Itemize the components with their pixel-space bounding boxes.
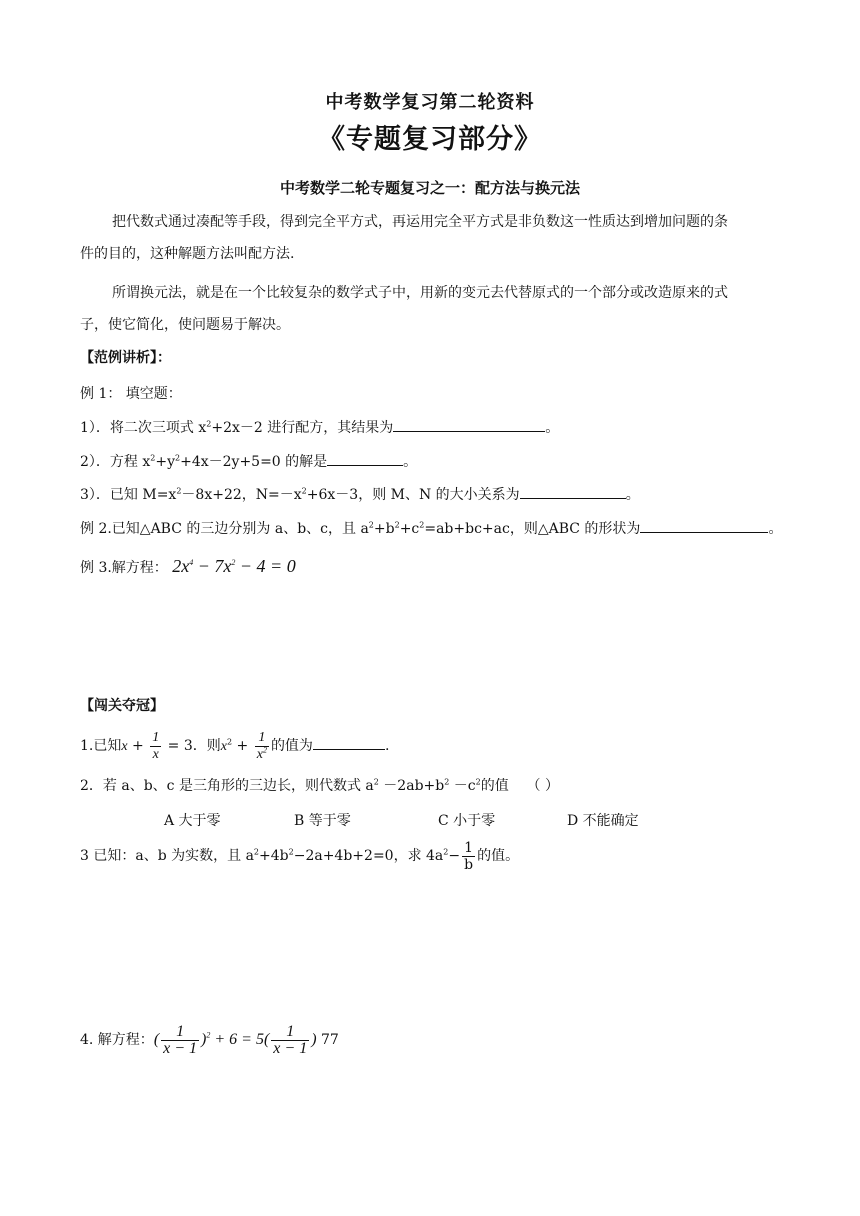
- example-1-question-1: 1）．将二次三项式 $x^2+2x-2$ 进行配方，其结果为 。: [80, 417, 559, 438]
- answer-blank[interactable]: [640, 518, 768, 533]
- answer-blank[interactable]: [393, 417, 545, 432]
- practice-question-4: 4. 解方程：( $\frac{1}{x - 1}$ )$^2$ + 6 = 5( $\frac{1}{x - 1}$ ) 77: [80, 1022, 339, 1057]
- examples-heading: 【范例讲析】：: [80, 350, 171, 366]
- intro-paragraph-1-line-2: 件的目的，这种解题方法叫配方法.: [80, 246, 295, 262]
- example-3-equation: $2x^4 - 7x^2 - 4 = 0$: [172, 556, 296, 576]
- answer-blank[interactable]: [327, 451, 403, 466]
- answer-blank[interactable]: [520, 484, 626, 499]
- option-a[interactable]: A 大于零: [164, 813, 221, 829]
- document-subtitle: 《专题复习部分》: [318, 124, 542, 155]
- example-2: 例 2.已知△ABC 的三边分别为 a、b、c，且 $a^2+b^2+c^2=ab+bc+ac$，则△ABC 的形状为 。: [80, 518, 782, 539]
- example-1-label: 例 1： 填空题：: [80, 386, 182, 402]
- practice-question-3: 3 已知：a、b 为实数，且 $a^2+4b^2-2a+4b+2=0$，求 $4a^2-$ $\frac{1}{b}$ 的值。: [80, 839, 520, 873]
- example-1-question-2: 2）．方程 $x^2+y^2+4x-2y+5=0$ 的解是 。: [80, 451, 417, 472]
- example-1-question-3: 3）．已知 $M=x^2-8x+22$，$N=-x^2+6x-3$，则 M、N 的大小关系为 。: [80, 484, 640, 505]
- option-c[interactable]: C 小于零: [438, 813, 496, 829]
- intro-paragraph-2-line-2: 子，使它简化，使问题易于解决。: [80, 317, 290, 333]
- intro-paragraph-2-line-1: 所谓换元法，就是在一个比较复杂的数学式子中，用新的变元去代替原式的一个部分或改造原来的式: [112, 285, 728, 301]
- section-title: 中考数学二轮专题复习之一：配方法与换元法: [279, 179, 580, 197]
- document-title: 中考数学复习第二轮资料: [325, 92, 535, 113]
- practice-question-2: 2．若 a、b、c 是三角形的三边长，则代数式 $a^2 -2ab+b^2 -c^2$的值 （ ）: [80, 777, 559, 794]
- intro-paragraph-1-line-1: 把代数式通过凑配等手段，得到完全平方式，再运用完全平方式是非负数这一性质达到增加问题的条: [112, 214, 728, 230]
- practice-question-1: 1.已知x + $\frac{1}{x}$ = 3．则$x^2$ + $\frac{1}{x^2}$ 的值为 .: [80, 729, 390, 762]
- example-3: 例 3.解方程： $2x^4 - 7x^2 - 4 = 0$: [80, 556, 296, 576]
- fraction: $\frac{1}{x - 1}$: [273, 1022, 308, 1057]
- fraction: $\frac{1}{x^2}$: [256, 729, 267, 762]
- fraction: $\frac{1}{x}$: [152, 729, 160, 762]
- option-b[interactable]: B 等于零: [294, 813, 351, 829]
- fraction: $\frac{1}{b}$: [464, 839, 474, 873]
- fraction: $\frac{1}{x - 1}$: [163, 1022, 198, 1057]
- option-d[interactable]: D 不能确定: [567, 813, 639, 829]
- answer-blank[interactable]: [313, 735, 385, 750]
- practice-heading: 【闯关夺冠】: [80, 698, 164, 714]
